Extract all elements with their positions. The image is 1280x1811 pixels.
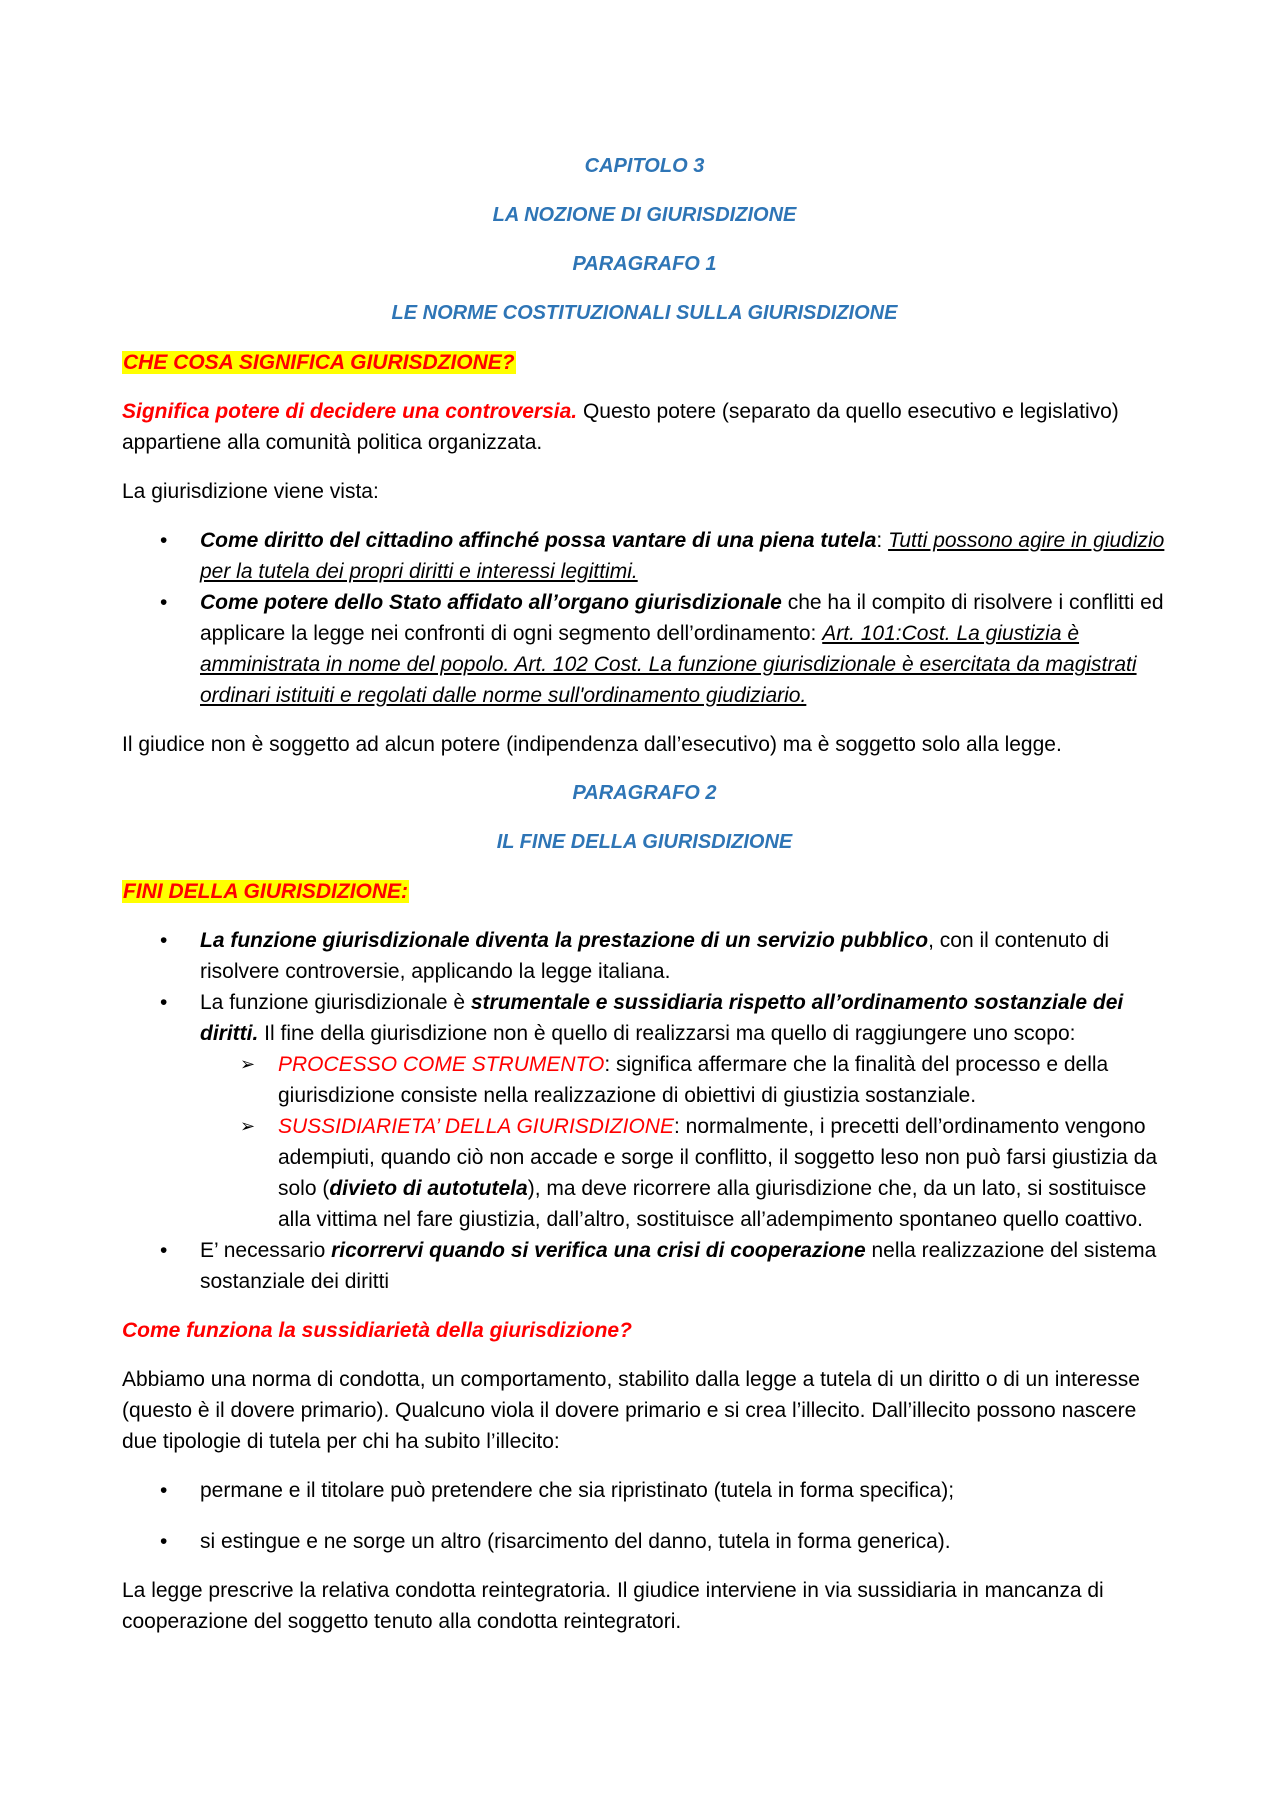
arrow-bullet-icon: ➢ bbox=[240, 1116, 256, 1136]
closing-paragraph-3: La legge prescrive la relativa condotta reintegratoria. Il giudice interviene in via sussidiaria in mancanza di cooperazione del soggetto tenuto alla condotta reintegratori. bbox=[122, 1579, 1104, 1633]
definition-emphasis: Significa potere di decidere una controversia. bbox=[122, 400, 578, 423]
bullet-icon: • bbox=[160, 1530, 168, 1553]
sub-list-item: ➢ PROCESSO COME STRUMENTO: significa affermare che la finalità del processo e della giurisdizione consiste nella realizzazione di obiettivi di giustizia sostanziale. bbox=[200, 1049, 1167, 1111]
chapter-number: CAPITOLO 3 bbox=[584, 155, 705, 177]
list-item: • La funzione giurisdizionale diventa la prestazione di un servizio pubblico, con il contenuto di risolvere controversie, applicando la legge italiana. bbox=[122, 925, 1167, 987]
list-item: • La funzione giurisdizionale è strumentale e sussidiaria rispetto all’ordinamento sostanziale dei diritti. Il fine della giurisdizione non è quello di realizzarsi ma quello di raggiungere uno scopo: ➢ PROCESSO COME STRUMENTO: significa affermare che la finalità del processo e della giurisdizione consiste nella realizzazione di obiettivi di giustizia sostanziale. ➢ SUSSIDIARIETA’ DELLA GIURISDIZIONE: normalmente, i precetti dell’ordinamento vengono adempiuti, quando ciò non accade e sorge il conflitto, il soggetto leso non può farsi giustizia da solo (divieto di autotutela), ma deve ricorrere alla giurisdizione che, da un lato, si sostituisce alla vittima nel fare giustizia, dall’altro, sostituisce all’adempimento spontaneo quello coattivo. bbox=[122, 987, 1167, 1235]
paragraph-2-title: IL FINE DELLA GIURISDIZIONE bbox=[496, 831, 793, 853]
closing-paragraph-1: Il giudice non è soggetto ad alcun potere (indipendenza dall’esecutivo) ma è soggetto solo alla legge. bbox=[122, 733, 1062, 756]
paragraph-1-title: LE NORME COSTITUZIONALI SULLA GIURISDIZIONE bbox=[391, 302, 898, 324]
chapter-title: LA NOZIONE DI GIURISDIZIONE bbox=[492, 204, 797, 226]
definition-rest: Questo potere (separato da quello esecutivo e legislativo) appartiene alla comunità politica organizzata. bbox=[122, 400, 1119, 454]
question-heading-3: Come funziona la sussidiarietà della giurisdizione? bbox=[122, 1319, 632, 1342]
sub-list-item: ➢ SUSSIDIARIETA’ DELLA GIURISDIZIONE: normalmente, i precetti dell’ordinamento vengono adempiuti, quando ciò non accade e sorge il conflitto, il soggetto leso non può farsi giustizia da solo (divieto di autotutela), ma deve ricorrere alla giurisdizione che, da un lato, si sostituisce alla vittima nel fare giustizia, dall’altro, sostituisce all’adempimento spontaneo quello coattivo. bbox=[200, 1111, 1167, 1235]
list-item: • si estingue e ne sorge un altro (risarcimento del danno, tutela in forma generica). bbox=[122, 1526, 1167, 1557]
arrow-bullet-icon: ➢ bbox=[240, 1054, 256, 1074]
views-list bbox=[122, 525, 1167, 711]
bullet-icon: • bbox=[160, 929, 168, 952]
bullet-icon: • bbox=[160, 991, 168, 1014]
sub-list bbox=[200, 1049, 1167, 1235]
list-item: • E’ necessario ricorrervi quando si verifica una crisi di cooperazione nella realizzazione del sistema sostanziale dei diritti bbox=[122, 1235, 1167, 1297]
list-item: • Come potere dello Stato affidato all’organo giurisdizionale che ha il compito di risolvere i conflitti ed applicare la legge nei confronti di ogni segmento dell’ordinamento: Art. 101:Cost. La giustizia è amministrata in nome del popolo. Art. 102 Cost. La funzione giurisdizionale è esercitata da magistrati ordinari istituiti e regolati dalle norme sull'ordinamento giudiziario. bbox=[122, 587, 1167, 711]
subsidiarity-intro: Abbiamo una norma di condotta, un comportamento, stabilito dalla legge a tutela di un diritto o di un interesse (questo è il dovere primario). Qualcuno viola il dovere primario e si crea l’illecito. Dall’illecito possono nascere due tipologie di tutela per chi ha subito l’illecito: bbox=[122, 1368, 1140, 1453]
paragraph-2-number: PARAGRAFO 2 bbox=[572, 782, 717, 804]
bullet-icon: • bbox=[160, 1479, 168, 1502]
list-item: • Come diritto del cittadino affinché possa vantare di una piena tutela: Tutti possono agire in giudizio per la tutela dei propri diritti e interessi legittimi. bbox=[122, 525, 1167, 587]
definition-paragraph bbox=[122, 396, 1167, 458]
aims-list bbox=[122, 925, 1167, 1297]
question-heading-1 bbox=[122, 347, 1167, 378]
highlighted-question: CHE COSA SIGNIFICA GIURISDZIONE? bbox=[123, 351, 515, 374]
document-body bbox=[122, 151, 1167, 1655]
highlighted-question: FINI DELLA GIURISDIZIONE: bbox=[123, 880, 409, 903]
bullet-icon: • bbox=[160, 1239, 168, 1262]
constitution-reference: Tutti possono agire in giudizio per la tutela dei propri diritti e interessi legittimi. bbox=[200, 529, 1165, 583]
intro-paragraph: La giurisdizione viene vista: bbox=[122, 480, 379, 503]
list-item: • permane e il titolare può pretendere che sia ripristinato (tutela in forma specifica); bbox=[122, 1475, 1167, 1506]
bullet-icon: • bbox=[160, 591, 168, 614]
constitution-reference: Art. 101:Cost. La giustizia è amministrata in nome del popolo. Art. 102 Cost. La funzione giurisdizionale è esercitata da magistrati ordinari istituiti e regolati dalle norme sull'ordinamento giudiziario. bbox=[200, 622, 1137, 707]
paragraph-1-number: PARAGRAFO 1 bbox=[572, 253, 717, 275]
bullet-icon: • bbox=[160, 529, 168, 552]
protection-list bbox=[122, 1475, 1167, 1557]
question-heading-2 bbox=[122, 876, 1167, 907]
